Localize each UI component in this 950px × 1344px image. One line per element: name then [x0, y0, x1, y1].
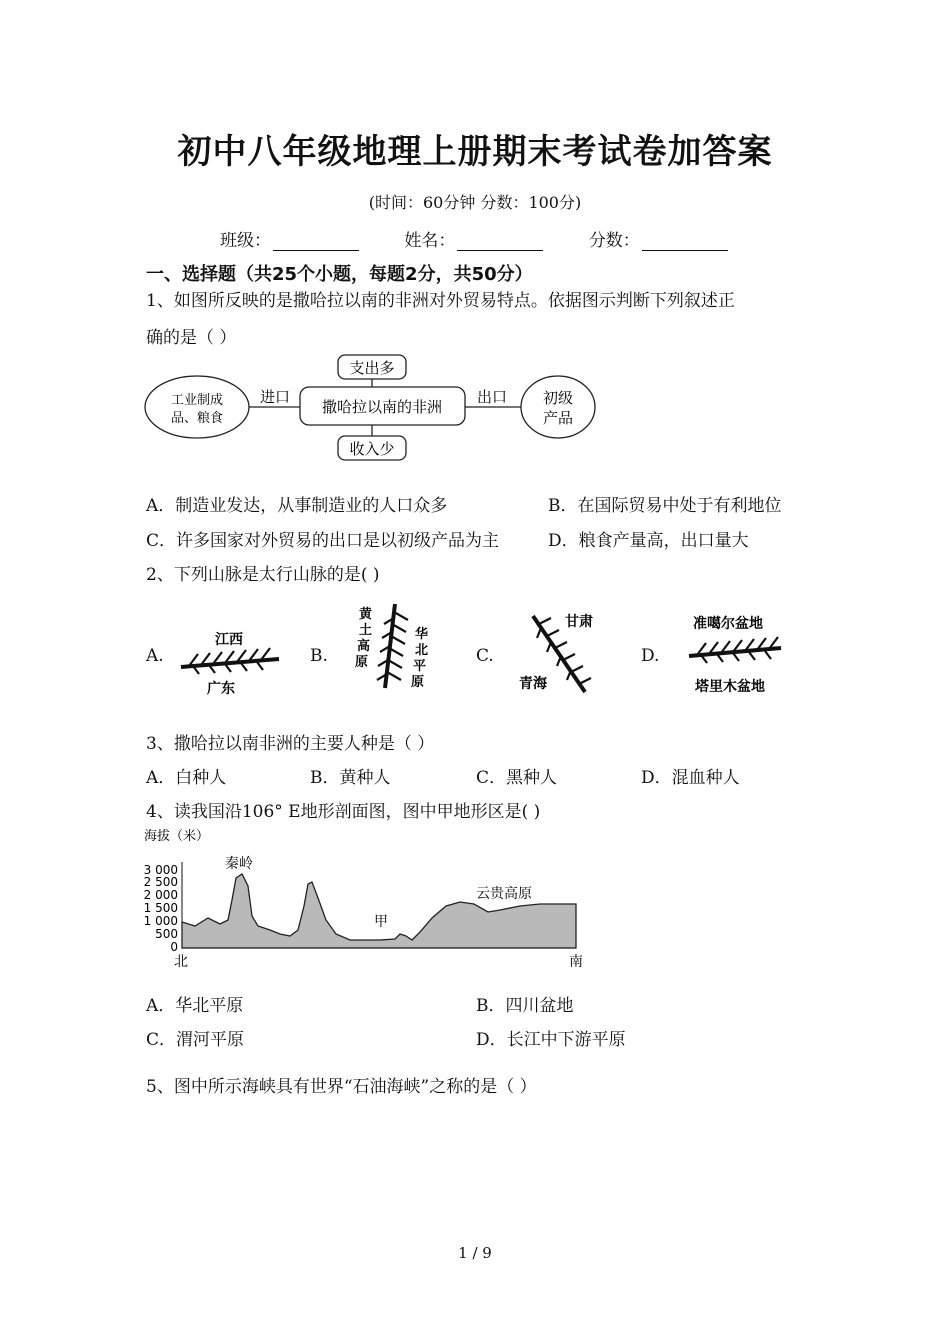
export-label: 出口	[476, 388, 508, 406]
label-qinling: 秦岭	[225, 856, 253, 872]
right-oval-line2: 产品	[542, 409, 574, 427]
label-north: 北	[174, 954, 188, 970]
q2-b-label-loess: 黄土高原	[355, 607, 373, 670]
import-label: 进口	[259, 388, 291, 406]
q2-option-a-label[interactable]: A.	[146, 646, 164, 666]
profile-yticks	[144, 863, 178, 954]
q4-option-d[interactable]: D．长江中下游平原	[476, 1030, 626, 1050]
q3-option-a[interactable]: A．白种人	[146, 768, 227, 788]
q2-option-c-label[interactable]: C.	[476, 646, 494, 666]
score-field[interactable]: 分数：	[589, 231, 728, 251]
bottom-box-label: 收入少	[349, 440, 395, 458]
page-title: 初中八年级地理上册期末考试卷加答案	[177, 132, 773, 172]
q2-c-label-gansu: 甘肃	[565, 614, 593, 630]
q2-b-label-huabei: 华北平原	[411, 627, 429, 690]
ytick-2500: 2 500	[143, 875, 178, 889]
label-jia: 甲	[374, 914, 388, 930]
section-heading: 一、选择题（共25个小题，每题2分，共50分）	[146, 264, 533, 285]
ytick-1000: 1 000	[143, 914, 178, 928]
left-oval-line2: 品、粮食	[170, 411, 224, 426]
q1-option-d[interactable]: D．粮食产量高，出口量大	[548, 531, 749, 551]
q2-option-d-label[interactable]: D.	[641, 646, 660, 666]
q4-terrain-profile	[140, 822, 590, 972]
q2-stem: 2、下列山脉是太行山脉的是( )	[146, 565, 380, 585]
q4-stem: 4、读我国沿106° E地形剖面图，图中甲地形区是( )	[146, 802, 541, 822]
q1-option-b[interactable]: B．在国际贸易中处于有利地位	[548, 496, 782, 516]
ytick-2000: 2 000	[143, 888, 178, 902]
student-info-row	[220, 226, 728, 251]
profile-ylabel: 海拔（米）	[144, 829, 210, 844]
q2-mountain-a	[175, 625, 285, 700]
exam-time-score: (时间：60分钟 分数：100分)	[368, 193, 582, 212]
ytick-0: 0	[170, 940, 178, 954]
ytick-500: 500	[155, 927, 178, 941]
q1-stem-line2: 确的是（ ）	[146, 328, 237, 348]
q1-stem-line1: 1、如图所反映的是撒哈拉以南的非洲对外贸易特点。依据图示判断下列叙述正	[146, 291, 735, 311]
q3-stem: 3、撒哈拉以南非洲的主要人种是（ ）	[146, 734, 435, 754]
q2-a-label-guangdong: 广东	[207, 681, 235, 697]
q2-option-b-label[interactable]: B.	[310, 646, 328, 666]
page-number: 1 / 9	[458, 1244, 492, 1262]
q2-mountain-d	[685, 610, 795, 700]
q3-option-d[interactable]: D．混血种人	[641, 768, 740, 788]
q2-mountain-c	[515, 608, 625, 698]
label-yungui: 云贵高原	[476, 886, 532, 902]
q3-option-b[interactable]: B．黄种人	[310, 768, 391, 788]
q1-option-a[interactable]: A．制造业发达，从事制造业的人口众多	[146, 496, 448, 516]
q2-c-label-qinghai: 青海	[519, 676, 547, 692]
q2-d-label-junggar: 准噶尔盆地	[693, 616, 763, 632]
q2-a-label-jiangxi: 江西	[215, 632, 243, 648]
trade-diagram	[140, 352, 610, 470]
class-field[interactable]: 班级：	[220, 231, 359, 251]
q2-mountain-b	[335, 598, 445, 698]
q3-option-c[interactable]: C．黑种人	[476, 768, 558, 788]
q5-stem: 5、图中所示海峡具有世界“石油海峡”之称的是（ ）	[146, 1077, 537, 1097]
q4-option-b[interactable]: B．四川盆地	[476, 996, 574, 1016]
q4-option-c[interactable]: C．渭河平原	[146, 1030, 245, 1050]
top-box-label: 支出多	[349, 359, 395, 377]
left-oval-line1: 工业制成	[170, 393, 224, 408]
q1-option-c[interactable]: C．许多国家对外贸易的出口是以初级产品为主	[146, 531, 500, 551]
ytick-1500: 1 500	[143, 901, 178, 915]
q2-d-label-tarim: 塔里木盆地	[695, 679, 765, 695]
ytick-3000: 3 000	[143, 863, 178, 877]
q4-option-a[interactable]: A．华北平原	[146, 996, 244, 1016]
name-field[interactable]: 姓名：	[404, 231, 543, 251]
label-south: 南	[569, 954, 583, 970]
right-oval-line1: 初级	[542, 389, 574, 407]
center-box-label: 撒哈拉以南的非洲	[321, 398, 443, 416]
